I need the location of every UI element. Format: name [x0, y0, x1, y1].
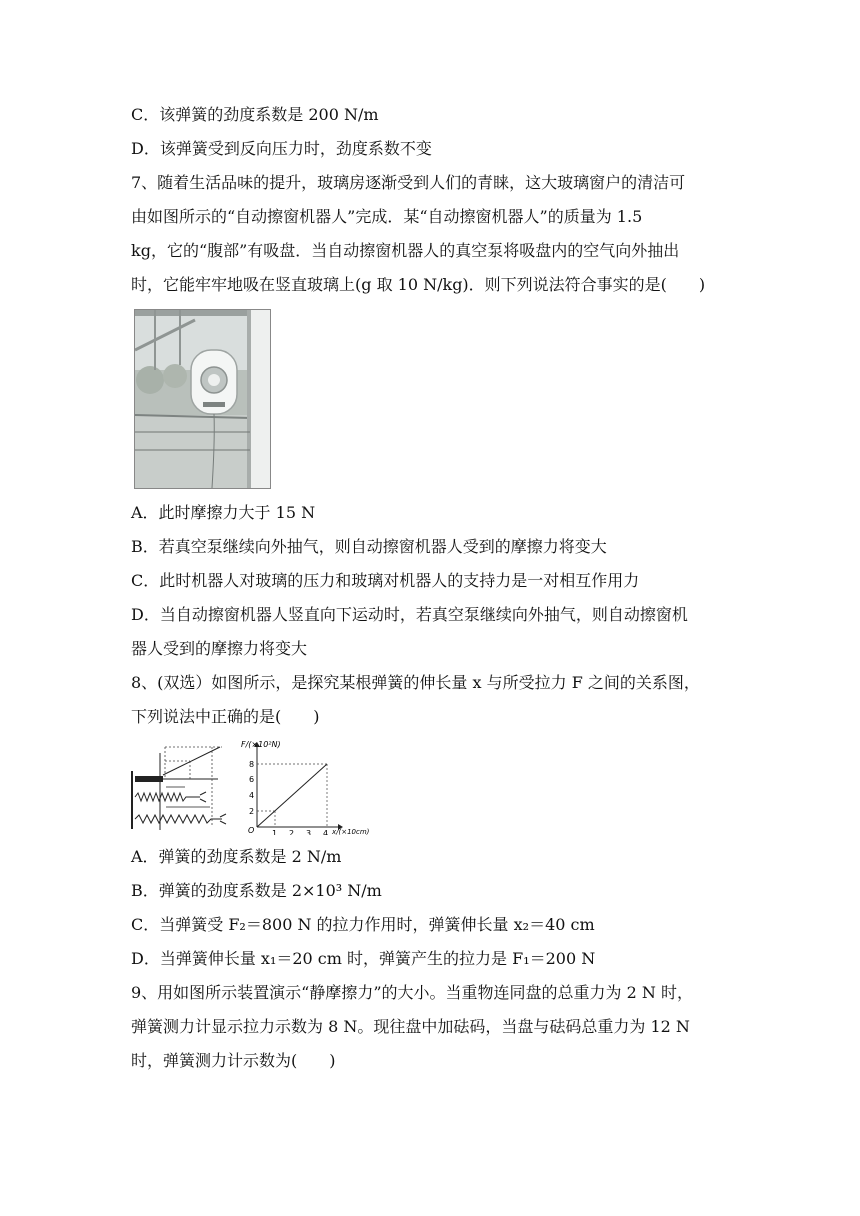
y-tick: 8 [249, 760, 255, 769]
q7-line-3: kg，它的“腹部”有吸盘．当自动擦窗机器人的真空泵将吸盘内的空气向外抽出 [131, 241, 680, 260]
option-d-q7-line-2: 器人受到的摩擦力将变大 [131, 639, 308, 658]
option-b-q8: B．弹簧的劲度系数是 2×10³ N/m [131, 881, 382, 900]
option-a-q8: A．弹簧的劲度系数是 2 N/m [131, 847, 342, 866]
x-tick: 2 [289, 829, 295, 835]
y-axis-label: F/(×10²N) [241, 740, 281, 749]
q9-line-3: 时，弹簧测力计示数为( ) [131, 1051, 336, 1070]
window-robot-illustration [135, 310, 270, 488]
option-d-q6: D．该弹簧受到反向压力时，劲度系数不变 [131, 139, 432, 158]
y-tick: 6 [249, 775, 255, 784]
q8-line-2: 下列说法中正确的是( ) [131, 707, 320, 726]
window-robot-photo [134, 309, 271, 489]
q7-line-2: 由如图所示的“自动擦窗机器人”完成．某“自动擦窗机器人”的质量为 1.5 [131, 207, 643, 226]
origin-label: O [248, 826, 255, 835]
option-c-q6: C．该弹簧的劲度系数是 200 N/m [131, 105, 379, 124]
option-c-q7: C．此时机器人对玻璃的压力和玻璃对机器人的支持力是一对相互作用力 [131, 571, 640, 590]
q9-line-1: 9、用如图所示装置演示“静摩擦力”的大小。当重物连同盘的总重力为 2 N 时， [131, 983, 693, 1002]
option-a-q7: A．此时摩擦力大于 15 N [131, 503, 316, 522]
spring-graph-figure [130, 735, 390, 835]
x-axis-label: x/(×10cm) [332, 828, 370, 835]
y-tick: 2 [249, 807, 255, 816]
q8-line-1: 8、(双选）如图所示，是探究某根弹簧的伸长量 x 与所受拉力 F 之间的关系图， [131, 673, 700, 692]
option-b-q7: B．若真空泵继续向外抽气，则自动擦窗机器人受到的摩擦力将变大 [131, 537, 607, 556]
option-c-q8: C．当弹簧受 F₂＝800 N 的拉力作用时，弹簧伸长量 x₂＝40 cm [131, 915, 595, 934]
force-extension-graph [241, 740, 370, 835]
q9-line-2: 弹簧测力计显示拉力示数为 8 N。现往盘中加砝码，当盘与砝码总重力为 12 N [131, 1017, 690, 1036]
spring-apparatus [132, 747, 226, 830]
y-tick: 4 [249, 791, 255, 800]
x-tick: 3 [306, 829, 312, 835]
option-d-q7-line-1: D．当自动擦窗机器人竖直向下运动时，若真空泵继续向外抽气，则自动擦窗机 [131, 605, 688, 624]
option-d-q8: D．当弹簧伸长量 x₁＝20 cm 时，弹簧产生的拉力是 F₁＝200 N [131, 949, 596, 968]
q7-line-4: 时，它能牢牢地吸在竖直玻璃上(g 取 10 N/kg)．则下列说法符合事实的是( ) [131, 275, 706, 294]
x-tick: 1 [272, 829, 278, 835]
q7-line-1: 7、随着生活品味的提升，玻璃房逐渐受到人们的青睐，这大玻璃窗户的清洁可 [131, 173, 686, 192]
x-tick: 4 [323, 829, 329, 835]
